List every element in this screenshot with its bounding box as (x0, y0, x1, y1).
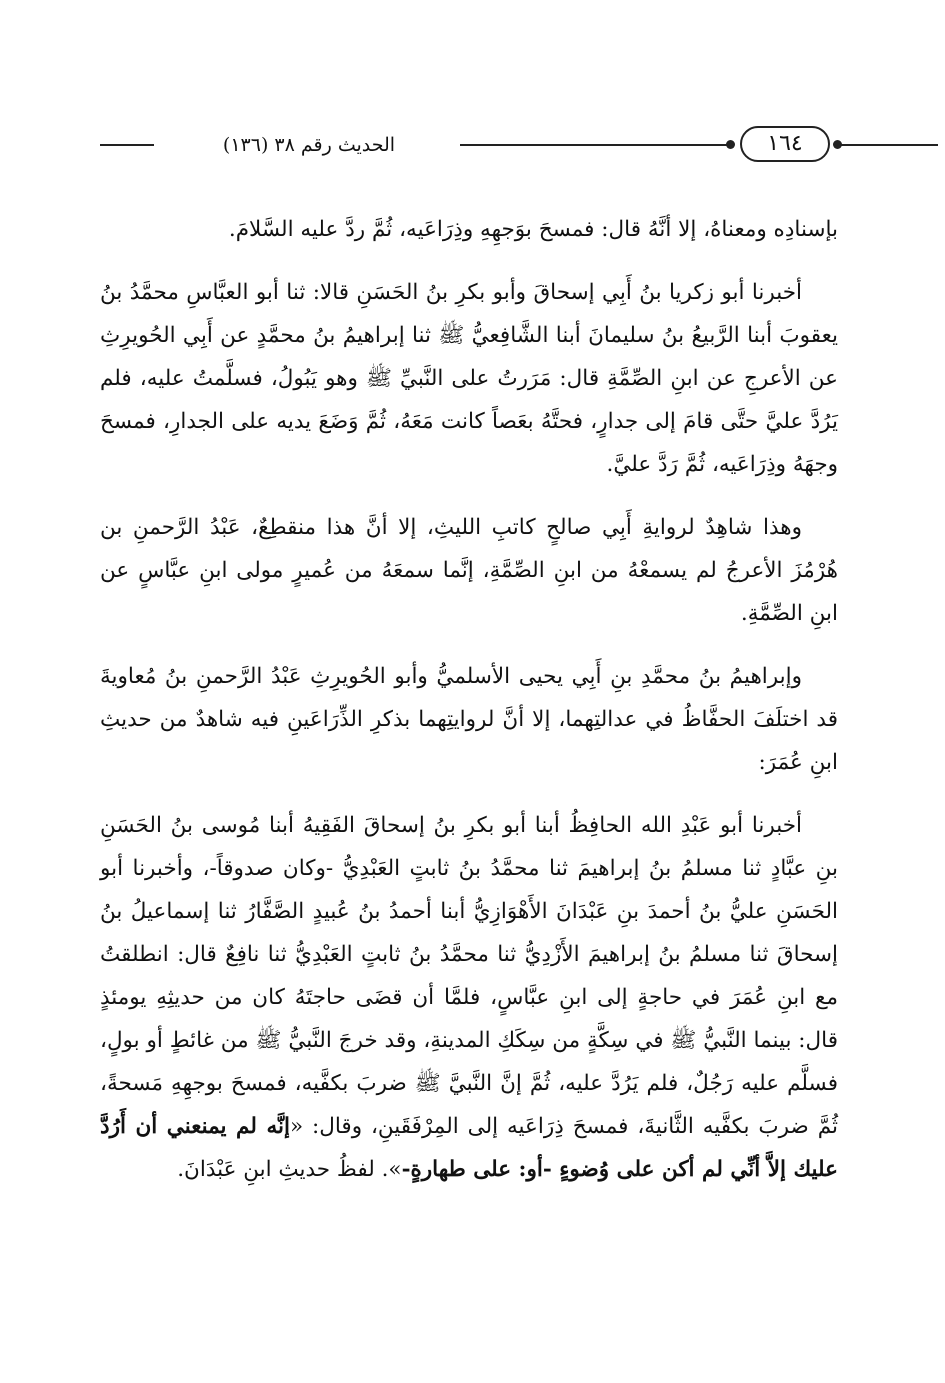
page-header (100, 122, 840, 168)
header-ornament-dot (726, 140, 735, 149)
header-rule-middle (460, 144, 730, 146)
page-number: ١٦٤ (740, 126, 830, 162)
paragraph-1: بإسنادِه ومعناهُ، إلا أنَّهُ قال: فمسحَ بوَجهِهِ وذِرَاعَيه، ثُمَّ ردَّ عليه السَّلامَ. (228, 217, 838, 242)
header-rule-left (100, 144, 154, 146)
hadith-quote-bold: إنَّه لم يمنعني أن أَرُدَّ عليك إلاَّ أنِّي لم أكن على وُضوءٍ -أو: على طهارةٍ- (100, 1114, 838, 1182)
paragraph-2: أخبرنا أبو زكريا بنُ أَبِي إسحاقَ وأبو بكرِ بنُ الحَسَنِ قالا: ثنا أبو العبَّاسِ محمَّدُ بنُ يعقوبَ أبنا الرَّبيعُ بنُ سليمانَ أبنا الشَّافِعيُّ ﷺ ثنا إبراهيمُ بنُ محمَّدٍ عن أَبِي الحُويرِثِ عن الأعرجِ عن ابنِ الصِّمَّةِ قال: مَرَرتُ على النَّبيِّ ﷺ وهو يَبُولُ، فسلَّمتُ عليه، فلم يَرُدَّ عليَّ حتَّى قامَ إلى جدارٍ، فحتَّهُ بعَصاً كانت مَعَهُ، ثُمَّ وَضَعَ يديه على الجدارِ، فمسحَ وجهَهُ وذِرَاعَيه، ثُمَّ رَدَّ عليَّ. (100, 280, 838, 477)
paragraph-3: وهذا شاهِدٌ لروايةِ أَبِي صالحٍ كاتبِ الليثِ، إلا أنَّ هذا منقطِعٌ، عَبْدُ الرَّحمنِ بن هُرْمُزَ الأعرجُ لم يسمعْهُ من ابنِ الصِّمَّةِ، إنَّما سمعَهُ من عُميرٍ مولى ابنِ عبَّاسٍ عن ابنِ الصِّمَّةِ. (100, 515, 838, 626)
header-title: الحديث رقم ٣٨ (١٣٦) (222, 134, 396, 156)
body-text (100, 208, 838, 1211)
paragraph-4: وإبراهيمُ بنُ محمَّدِ بنِ أَبِي يحيى الأسلميُّ وأبو الحُويرِثِ عَبْدُ الرَّحمنِ بنُ مُعاويةَ قد اختلَفَ الحفَّاظُ في عدالتِهما، إلا أنَّ لروايتِهما بذكرِ الذِّرَاعَينِ فيه شاهدٌ من حديثِ ابنِ عُمَرَ: (100, 664, 838, 775)
paragraph-5-tail: ». لفظُ حديثِ ابنِ عَبْدَانَ. (177, 1157, 402, 1182)
paragraph-5 (100, 804, 838, 1191)
header-rule-right (838, 144, 938, 146)
paragraph-5-text: أخبرنا أبو عَبْدِ الله الحافِظُ أبنا أبو بكرِ بنُ إسحاقَ الفَقِيهُ أبنا مُوسى بنُ الحَسَنِ بنِ عبَّادٍ ثنا مسلمُ بنُ إبراهيمَ ثنا محمَّدُ بنُ ثابتٍ العَبْدِيُّ -وكان صدوقاً-، وأخبرنا أبو الحَسَنِ عليُّ بنُ أحمدَ بنِ عَبْدَانَ الأَهْوَازِيُّ أبنا أحمدُ بنُ عُبيدٍ الصَّفَّارُ ثنا إسماعيلُ بنُ إسحاقَ ثنا مسلمُ بنُ إبراهيمَ الأَزْدِيُّ ثنا محمَّدُ بنُ ثابتٍ العَبْدِيُّ ثنا نافِعٌ قال: انطلقتُ مع ابنِ عُمَرَ في حاجةٍ إلى ابنِ عبَّاسٍ، فلمَّا أن قضَى حاجتَهُ كان من حديثِهِ يومئذٍ قال: بينما النَّبيُّ ﷺ في سِكَّةٍ من سِكَكِ المدينةِ، وقد خرجَ النَّبيُّ ﷺ من غائطٍ أو بولٍ، فسلَّم عليه رَجُلٌ، فلم يَرُدَّ عليه، ثُمَّ إنَّ النَّبيَّ ﷺ ضربَ بكفَّيه، فمسحَ بوجهِهِ مَسحةً، ثُمَّ ضربَ بكفَّيه الثَّانيةَ، فمسحَ ذِرَاعَيه إلى المِرْفَقَينِ، وقال: « (100, 813, 838, 1139)
